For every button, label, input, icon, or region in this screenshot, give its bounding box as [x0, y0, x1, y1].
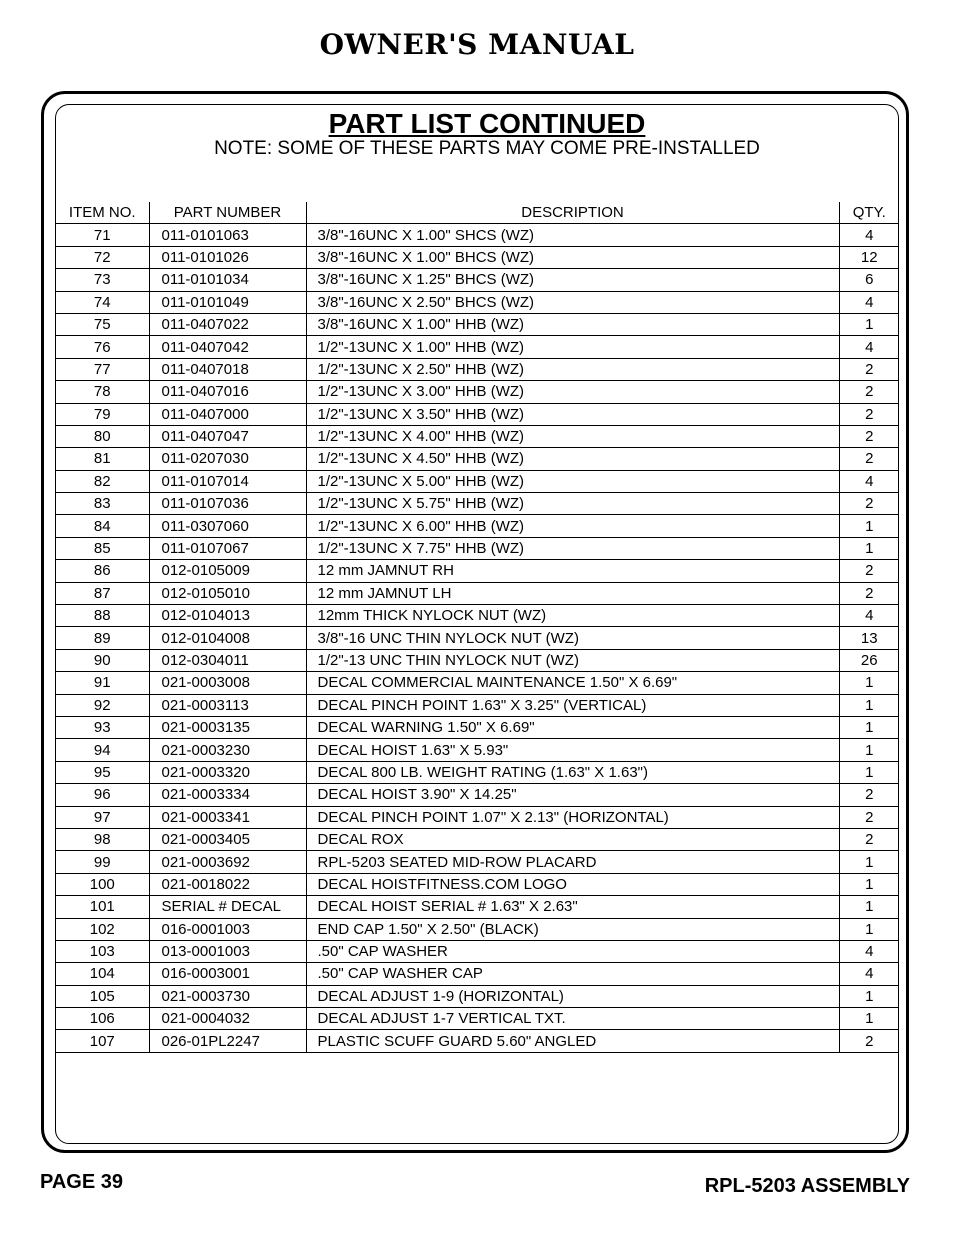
- description-cell: 1/2"-13UNC X 1.00" HHB (WZ): [306, 336, 839, 358]
- item-no-cell: 94: [56, 739, 149, 761]
- description-cell: DECAL PINCH POINT 1.07" X 2.13" (HORIZONTAL): [306, 806, 839, 828]
- qty-cell: 2: [839, 828, 899, 850]
- part-number-cell: 026-01PL2247: [149, 1030, 306, 1052]
- item-no-cell: 87: [56, 582, 149, 604]
- table-row: [56, 560, 899, 582]
- table-row: [56, 649, 899, 671]
- table-row: [56, 851, 899, 873]
- description-cell: DECAL WARNING 1.50" X 6.69": [306, 716, 839, 738]
- part-number-cell: 011-0307060: [149, 515, 306, 537]
- item-no-cell: 77: [56, 358, 149, 380]
- table-row: [56, 358, 899, 380]
- item-no-cell: 93: [56, 716, 149, 738]
- qty-cell: 2: [839, 806, 899, 828]
- item-no-cell: 78: [56, 381, 149, 403]
- description-cell: DECAL PINCH POINT 1.63" X 3.25" (VERTICAL): [306, 694, 839, 716]
- part-number-cell: 021-0003135: [149, 716, 306, 738]
- table-row: [56, 1030, 899, 1052]
- page-number: PAGE 39: [40, 1171, 123, 1193]
- item-no-cell: 103: [56, 940, 149, 962]
- item-no-cell: 85: [56, 537, 149, 559]
- table-row: [56, 963, 899, 985]
- part-number-cell: 021-0003692: [149, 851, 306, 873]
- part-number-cell: 021-0003405: [149, 828, 306, 850]
- description-cell: .50" CAP WASHER CAP: [306, 963, 839, 985]
- part-number-cell: 011-0107014: [149, 470, 306, 492]
- table-row: [56, 403, 899, 425]
- description-cell: .50" CAP WASHER: [306, 940, 839, 962]
- table-row: [56, 425, 899, 447]
- item-no-cell: 71: [56, 224, 149, 246]
- part-number-cell: 021-0003334: [149, 784, 306, 806]
- qty-cell: 1: [839, 873, 899, 895]
- table-row: [56, 873, 899, 895]
- part-number-cell: 012-0304011: [149, 649, 306, 671]
- table-row: [56, 515, 899, 537]
- description-cell: DECAL HOIST 3.90" X 14.25": [306, 784, 839, 806]
- qty-cell: 1: [839, 851, 899, 873]
- qty-cell: 1: [839, 985, 899, 1007]
- description-cell: 3/8"-16UNC X 1.00" BHCS (WZ): [306, 246, 839, 268]
- description-cell: 3/8"-16UNC X 1.00" SHCS (WZ): [306, 224, 839, 246]
- item-no-cell: 81: [56, 448, 149, 470]
- qty-cell: 4: [839, 470, 899, 492]
- section-title: PART LIST CONTINUED: [328, 108, 646, 139]
- table-row: [56, 1008, 899, 1030]
- part-number-cell: 021-0003320: [149, 761, 306, 783]
- table-row: [56, 269, 899, 291]
- description-cell: END CAP 1.50" X 2.50" (BLACK): [306, 918, 839, 940]
- table-row: [56, 672, 899, 694]
- qty-cell: 2: [839, 493, 899, 515]
- part-number-cell: 021-0003341: [149, 806, 306, 828]
- description-cell: 1/2"-13UNC X 2.50" HHB (WZ): [306, 358, 839, 380]
- part-number-cell: 011-0407018: [149, 358, 306, 380]
- part-number-cell: 021-0003230: [149, 739, 306, 761]
- description-cell: DECAL COMMERCIAL MAINTENANCE 1.50" X 6.69": [306, 672, 839, 694]
- qty-cell: 2: [839, 425, 899, 447]
- qty-cell: 2: [839, 358, 899, 380]
- item-no-cell: 79: [56, 403, 149, 425]
- description-cell: 3/8"-16 UNC THIN NYLOCK NUT (WZ): [306, 627, 839, 649]
- table-row: [56, 784, 899, 806]
- table-row: [56, 313, 899, 335]
- item-no-cell: 75: [56, 313, 149, 335]
- description-cell: 1/2"-13UNC X 5.00" HHB (WZ): [306, 470, 839, 492]
- description-cell: 1/2"-13UNC X 7.75" HHB (WZ): [306, 537, 839, 559]
- description-cell: DECAL ADJUST 1-7 VERTICAL TXT.: [306, 1008, 839, 1030]
- table-row: [56, 381, 899, 403]
- item-no-cell: 84: [56, 515, 149, 537]
- table-row: [56, 694, 899, 716]
- description-cell: 1/2"-13UNC X 6.00" HHB (WZ): [306, 515, 839, 537]
- table-row: [56, 918, 899, 940]
- item-no-cell: 101: [56, 896, 149, 918]
- table-row: [56, 224, 899, 246]
- part-number-cell: 016-0001003: [149, 918, 306, 940]
- item-no-cell: 76: [56, 336, 149, 358]
- column-header-part-number: PART NUMBER: [149, 202, 306, 224]
- description-cell: RPL-5203 SEATED MID-ROW PLACARD: [306, 851, 839, 873]
- qty-cell: 1: [839, 918, 899, 940]
- table-row: [56, 246, 899, 268]
- item-no-cell: 86: [56, 560, 149, 582]
- description-cell: DECAL 800 LB. WEIGHT RATING (1.63" X 1.63"): [306, 761, 839, 783]
- part-number-cell: 011-0107036: [149, 493, 306, 515]
- item-no-cell: 90: [56, 649, 149, 671]
- table-row: [56, 448, 899, 470]
- part-number-cell: 011-0407042: [149, 336, 306, 358]
- description-cell: PLASTIC SCUFF GUARD 5.60" ANGLED: [306, 1030, 839, 1052]
- description-cell: 12 mm JAMNUT LH: [306, 582, 839, 604]
- part-number-cell: 013-0001003: [149, 940, 306, 962]
- description-cell: 1/2"-13UNC X 4.00" HHB (WZ): [306, 425, 839, 447]
- qty-cell: 2: [839, 381, 899, 403]
- table-row: [56, 985, 899, 1007]
- description-cell: 3/8"-16UNC X 1.00" HHB (WZ): [306, 313, 839, 335]
- part-number-cell: 011-0101063: [149, 224, 306, 246]
- qty-cell: 1: [839, 515, 899, 537]
- description-cell: 3/8"-16UNC X 1.25" BHCS (WZ): [306, 269, 839, 291]
- qty-cell: 2: [839, 582, 899, 604]
- qty-cell: 4: [839, 336, 899, 358]
- item-no-cell: 92: [56, 694, 149, 716]
- item-no-cell: 83: [56, 493, 149, 515]
- table-row: [56, 806, 899, 828]
- qty-cell: 1: [839, 761, 899, 783]
- qty-cell: 4: [839, 291, 899, 313]
- qty-cell: 1: [839, 694, 899, 716]
- part-number-cell: 021-0018022: [149, 873, 306, 895]
- item-no-cell: 73: [56, 269, 149, 291]
- item-no-cell: 72: [56, 246, 149, 268]
- table-row: [56, 605, 899, 627]
- part-number-cell: 012-0104008: [149, 627, 306, 649]
- description-cell: 1/2"-13UNC X 5.75" HHB (WZ): [306, 493, 839, 515]
- item-no-cell: 95: [56, 761, 149, 783]
- item-no-cell: 98: [56, 828, 149, 850]
- table-row: [56, 896, 899, 918]
- item-no-cell: 99: [56, 851, 149, 873]
- part-number-cell: 011-0407022: [149, 313, 306, 335]
- description-cell: 3/8"-16UNC X 2.50" BHCS (WZ): [306, 291, 839, 313]
- column-header-item-no: ITEM NO.: [56, 202, 149, 224]
- item-no-cell: 89: [56, 627, 149, 649]
- table-row: [56, 537, 899, 559]
- part-number-cell: SERIAL # DECAL: [149, 896, 306, 918]
- part-number-cell: 011-0101049: [149, 291, 306, 313]
- table-row: [56, 336, 899, 358]
- qty-cell: 2: [839, 1030, 899, 1052]
- qty-cell: 4: [839, 963, 899, 985]
- qty-cell: 2: [839, 560, 899, 582]
- part-number-cell: 011-0407000: [149, 403, 306, 425]
- qty-cell: 1: [839, 716, 899, 738]
- part-number-cell: 021-0004032: [149, 1008, 306, 1030]
- description-cell: DECAL ADJUST 1-9 (HORIZONTAL): [306, 985, 839, 1007]
- part-number-cell: 011-0407016: [149, 381, 306, 403]
- qty-cell: 1: [839, 672, 899, 694]
- part-number-cell: 016-0003001: [149, 963, 306, 985]
- item-no-cell: 91: [56, 672, 149, 694]
- column-header-qty: QTY.: [839, 202, 899, 224]
- qty-cell: 12: [839, 246, 899, 268]
- table-row: [56, 761, 899, 783]
- item-no-cell: 96: [56, 784, 149, 806]
- description-cell: 1/2"-13UNC X 4.50" HHB (WZ): [306, 448, 839, 470]
- description-cell: 1/2"-13UNC X 3.00" HHB (WZ): [306, 381, 839, 403]
- qty-cell: 4: [839, 605, 899, 627]
- description-cell: DECAL HOISTFITNESS.COM LOGO: [306, 873, 839, 895]
- qty-cell: 26: [839, 649, 899, 671]
- table-row: [56, 470, 899, 492]
- part-number-cell: 021-0003730: [149, 985, 306, 1007]
- part-number-cell: 011-0407047: [149, 425, 306, 447]
- description-cell: DECAL ROX: [306, 828, 839, 850]
- qty-cell: 2: [839, 448, 899, 470]
- qty-cell: 1: [839, 739, 899, 761]
- qty-cell: 13: [839, 627, 899, 649]
- qty-cell: 1: [839, 1008, 899, 1030]
- part-number-cell: 011-0101034: [149, 269, 306, 291]
- part-number-cell: 012-0105010: [149, 582, 306, 604]
- qty-cell: 1: [839, 537, 899, 559]
- part-number-cell: 011-0207030: [149, 448, 306, 470]
- table-row: [56, 291, 899, 313]
- description-cell: 12 mm JAMNUT RH: [306, 560, 839, 582]
- part-number-cell: 011-0107067: [149, 537, 306, 559]
- part-number-cell: 021-0003113: [149, 694, 306, 716]
- table-row: [56, 940, 899, 962]
- part-number-cell: 021-0003008: [149, 672, 306, 694]
- item-no-cell: 74: [56, 291, 149, 313]
- part-number-cell: 011-0101026: [149, 246, 306, 268]
- table-row: [56, 739, 899, 761]
- description-cell: 12mm THICK NYLOCK NUT (WZ): [306, 605, 839, 627]
- qty-cell: 4: [839, 940, 899, 962]
- description-cell: 1/2"-13UNC X 3.50" HHB (WZ): [306, 403, 839, 425]
- description-cell: DECAL HOIST 1.63" X 5.93": [306, 739, 839, 761]
- item-no-cell: 82: [56, 470, 149, 492]
- table-row: [56, 582, 899, 604]
- manual-title: OWNER'S MANUAL: [319, 28, 635, 61]
- item-no-cell: 97: [56, 806, 149, 828]
- column-header-description: DESCRIPTION: [306, 202, 839, 224]
- description-cell: DECAL HOIST SERIAL # 1.63" X 2.63": [306, 896, 839, 918]
- table-row: [56, 716, 899, 738]
- assembly-name: RPL-5203 ASSEMBLY: [704, 1175, 910, 1197]
- pre-installed-note: NOTE: SOME OF THESE PARTS MAY COME PRE-INSTALLED: [214, 138, 760, 159]
- table-row: [56, 828, 899, 850]
- item-no-cell: 106: [56, 1008, 149, 1030]
- item-no-cell: 104: [56, 963, 149, 985]
- item-no-cell: 80: [56, 425, 149, 447]
- qty-cell: 4: [839, 224, 899, 246]
- part-number-cell: 012-0105009: [149, 560, 306, 582]
- table-row: [56, 493, 899, 515]
- qty-cell: 2: [839, 784, 899, 806]
- qty-cell: 1: [839, 896, 899, 918]
- item-no-cell: 100: [56, 873, 149, 895]
- qty-cell: 2: [839, 403, 899, 425]
- item-no-cell: 105: [56, 985, 149, 1007]
- table-row: [56, 627, 899, 649]
- table-header-row: [56, 202, 899, 224]
- part-number-cell: 012-0104013: [149, 605, 306, 627]
- item-no-cell: 88: [56, 605, 149, 627]
- description-cell: 1/2"-13 UNC THIN NYLOCK NUT (WZ): [306, 649, 839, 671]
- parts-table: [56, 202, 899, 1053]
- item-no-cell: 107: [56, 1030, 149, 1052]
- qty-cell: 1: [839, 313, 899, 335]
- qty-cell: 6: [839, 269, 899, 291]
- item-no-cell: 102: [56, 918, 149, 940]
